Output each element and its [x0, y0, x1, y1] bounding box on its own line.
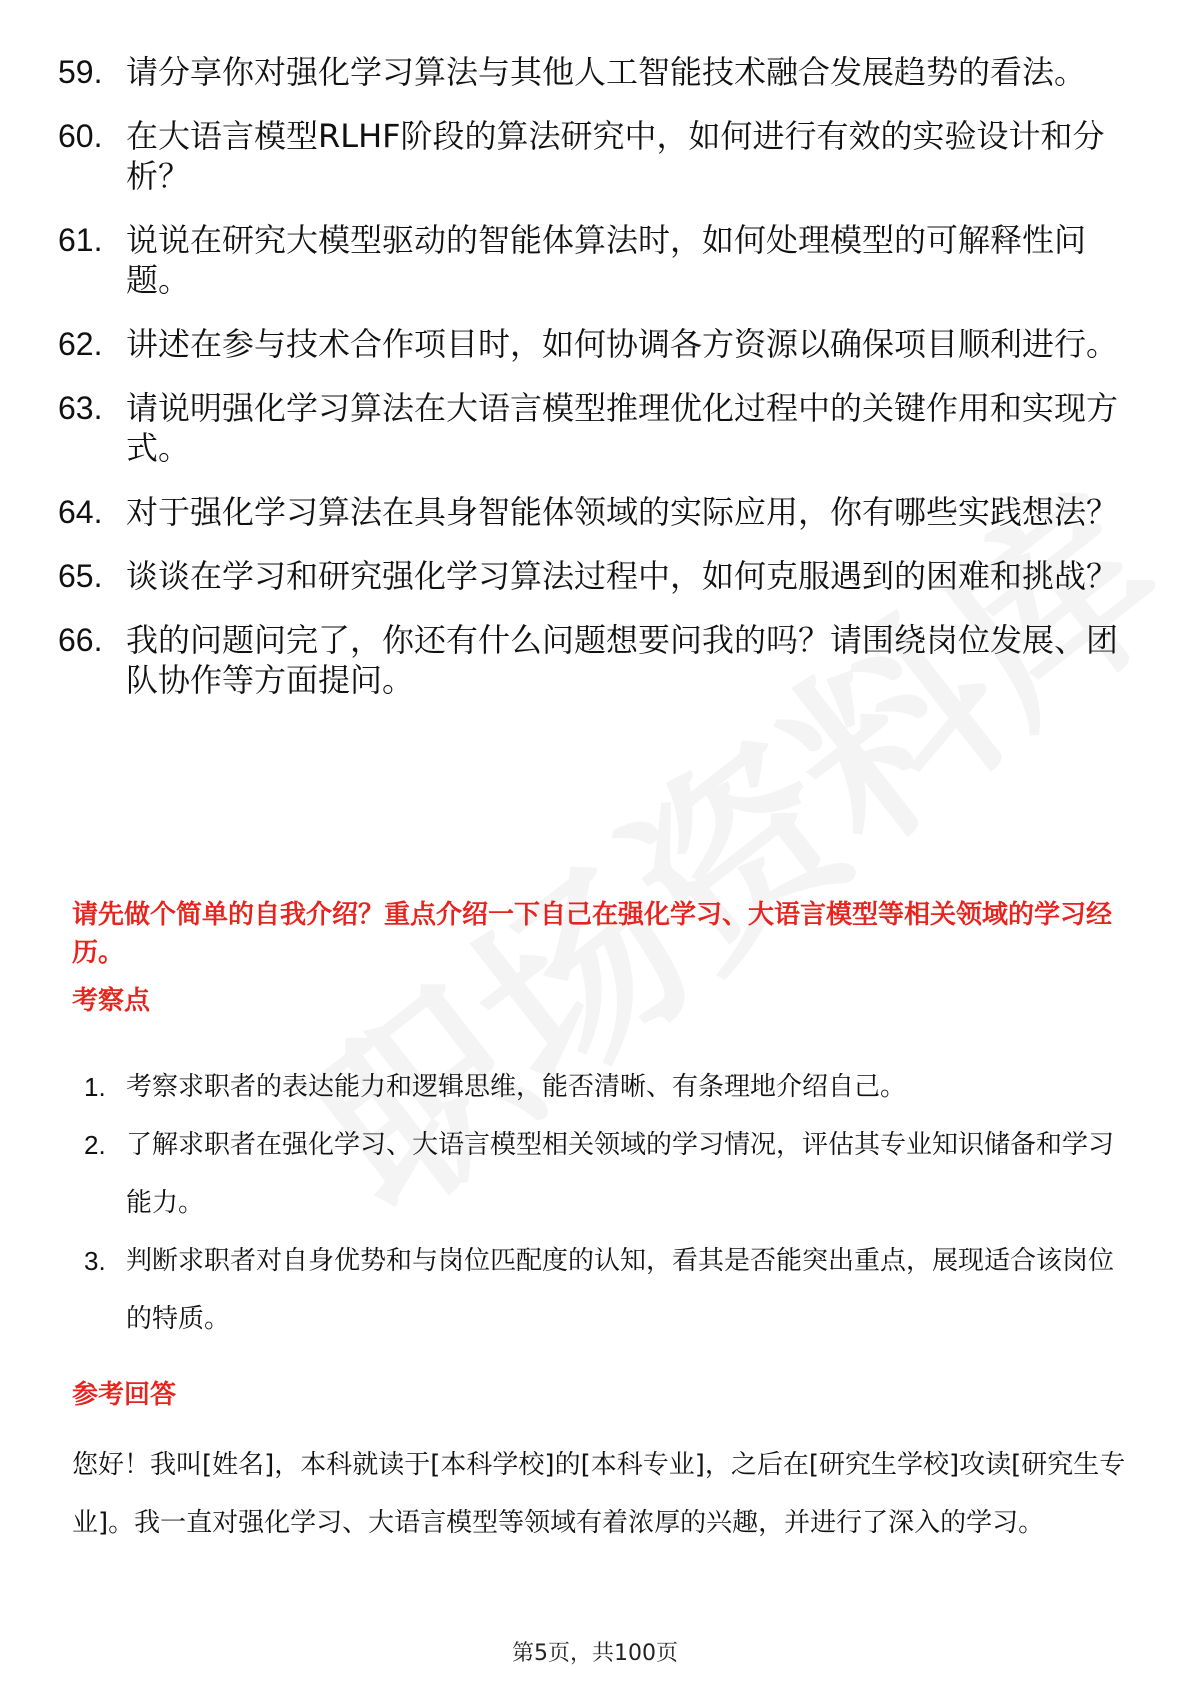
question-list — [58, 52, 1133, 724]
question-item — [58, 492, 1133, 532]
question-number: 64. — [58, 494, 103, 530]
assessment-list — [84, 1058, 1134, 1348]
question-number: 66. — [58, 622, 103, 658]
assessment-number: 2. — [84, 1130, 106, 1160]
reference-title: 参考回答 — [72, 1380, 177, 1410]
assessment-item — [84, 1116, 1134, 1232]
assessment-number: 3. — [84, 1246, 106, 1276]
question-text: 谈谈在学习和研究强化学习算法过程中，如何克服遇到的困难和挑战？ — [126, 557, 1119, 595]
assessment-item — [84, 1058, 1134, 1116]
page-footer: 第5页，共100页 — [512, 1641, 678, 1666]
question-item — [58, 620, 1133, 700]
assessment-item — [84, 1232, 1134, 1348]
question-text: 对于强化学习算法在具身智能体领域的实际应用，你有哪些实践想法？ — [126, 493, 1119, 531]
assessment-text: 了解求职者在强化学习、大语言模型相关领域的学习情况，评估其专业知识储备和学习能力。 — [126, 1130, 1115, 1218]
question-item — [58, 556, 1133, 596]
question-number: 65. — [58, 558, 103, 594]
question-text: 说说在研究大模型驱动的智能体算法时，如何处理模型的可解释性问题。 — [126, 221, 1087, 299]
question-item — [58, 388, 1133, 468]
question-number: 63. — [58, 390, 103, 426]
featured-question: 请先做个简单的自我介绍？重点介绍一下自己在强化学习、大语言模型等相关领域的学习经历。 — [72, 900, 1113, 968]
question-text: 讲述在参与技术合作项目时，如何协调各方资源以确保项目顺利进行。 — [126, 325, 1119, 363]
question-number: 59. — [58, 54, 103, 90]
question-item — [58, 52, 1133, 92]
question-text: 请说明强化学习算法在大语言模型推理优化过程中的关键作用和实现方式。 — [126, 389, 1119, 467]
question-number: 61. — [58, 222, 103, 258]
question-text: 在大语言模型RLHF阶段的算法研究中，如何进行有效的实验设计和分析？ — [126, 117, 1105, 195]
question-number: 60. — [58, 118, 103, 154]
question-item — [58, 220, 1133, 300]
assessment-title: 考察点 — [72, 986, 151, 1016]
assessment-number: 1. — [84, 1072, 106, 1102]
assessment-text: 考察求职者的表达能力和逻辑思维，能否清晰、有条理地介绍自己。 — [126, 1072, 907, 1102]
question-item — [58, 324, 1133, 364]
assessment-text: 判断求职者对自身优势和与岗位匹配度的认知，看其是否能突出重点，展现适合该岗位的特质。 — [126, 1246, 1115, 1334]
question-item — [58, 116, 1133, 196]
question-number: 62. — [58, 326, 103, 362]
question-text: 请分享你对强化学习算法与其他人工智能技术融合发展趋势的看法。 — [126, 53, 1087, 91]
reference-answer: 您好！我叫[姓名]，本科就读于[本科学校]的[本科专业]，之后在[研究生学校]攻读[研究生专业]。我一直对强化学习、大语言模型等领域有着浓厚的兴趣，并进行了深入的学习。 — [72, 1450, 1126, 1538]
question-text: 我的问题问完了，你还有什么问题想要问我的吗？请围绕岗位发展、团队协作等方面提问。 — [126, 621, 1119, 699]
